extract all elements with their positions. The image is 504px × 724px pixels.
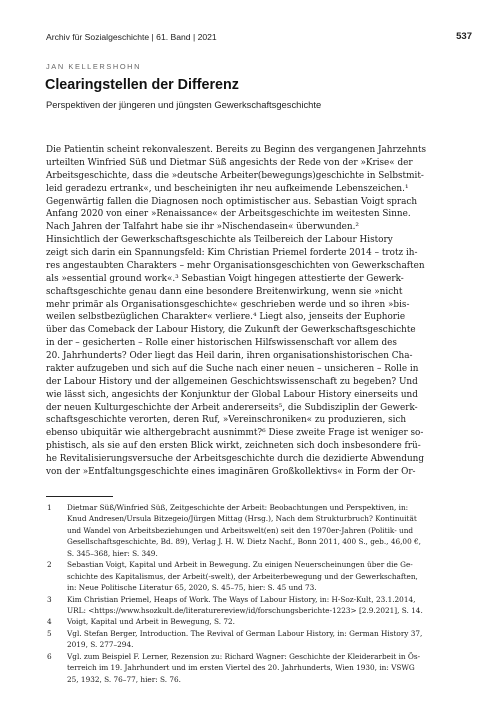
body-line: als »essential ground work«.³ Sebastian Voigt hingegen attestierte der Gewerk- (46, 273, 404, 284)
footnotes (46, 502, 472, 685)
footnote (46, 616, 472, 627)
footnote (46, 559, 472, 593)
body-line: schaftsgeschichte verorten, deren Ruf, »Vereinschroniken« zu produzieren, sich (46, 415, 407, 426)
body-line: der neuen Kulturgeschichte der Arbeit andererseits⁵, die Subdisziplin der Gewerk- (46, 402, 418, 413)
footnote-line: Vgl. zum Beispiel F. Lerner, Rezension zu: Richard Wagner: Geschichte der Kleiderarbeit in Ös- (67, 651, 421, 661)
footnote-line: Kim Christian Priemel, Heaps of Work. The Ways of Labour History, in: H-Soz-Kult, 23.1.2014, (67, 594, 416, 604)
footnote-number: 6 (47, 651, 52, 661)
body-line: ebenso ubiquitär wie althergebracht ausnimmt?⁶ Diese zweite Frage ist weniger so- (46, 428, 424, 439)
article-subtitle: Perspektiven der jüngeren und jüngsten Gewerkschaftsgeschichte (46, 99, 322, 110)
footnote-number: 1 (47, 503, 52, 512)
body-line: Die Patientin scheint rekonvaleszent. Bereits zu Beginn des vergangenen Jahrzehnts (46, 145, 427, 155)
footnote-text (67, 594, 472, 617)
footnote-line: Vgl. Stefan Berger, Introduction. The Revival of German Labour History, in: German History 37, (67, 628, 423, 638)
body-line: rakter aufzugeben und sich auf die Suche nach einer neuen – unsicheren – Rolle in (46, 363, 419, 374)
body-line: res angestaubten Charakters – mehr Organisationsgeschichten von Gewerkschaften (46, 260, 425, 271)
body-line: Nach Jahren der Talfahrt habe sie ihr »Nischendasein« überwunden.² (46, 222, 359, 233)
body-line: Anfang 2020 von einer »Renaissance« der Arbeitsgeschichte im weitesten Sinne. (46, 209, 411, 220)
footnote-text (67, 616, 472, 627)
body-line: Hinsichtlich der Gewerkschaftsgeschichte als Teilbereich der Labour History (46, 235, 393, 246)
running-head: Archiv für Sozialgeschichte | 61. Band | 2021 (46, 32, 217, 42)
body-line: über das Comeback der Labour History, die Zukunft der Gewerkschaftsgeschichte (46, 325, 416, 336)
footnote-text (67, 559, 472, 593)
running-header (46, 29, 472, 45)
body-line: leid geradezu ertrank«, und bescheinigten ihr neu aufkeimende Lebenszeichen.¹ (46, 183, 409, 194)
footnote-line: Voigt, Kapital und Arbeit in Bewegung, S. 72. (67, 617, 235, 627)
footnote-line: terreich im 19. Jahrhundert und im ersten Viertel des 20. Jahrhunderts, Wien 1930, in: VSWG (67, 663, 415, 673)
body-line: in der – gesicherten – Rolle einer historischen Hilfswissenschaft vor allem des (46, 338, 397, 349)
footnote-text (67, 628, 472, 651)
footnote (46, 502, 472, 559)
article-author: JAN KELLERSHOHN (46, 62, 142, 71)
footnote-number: 2 (47, 560, 52, 570)
footnote-line: 25, 1932, S. 76–77, hier: S. 76. (67, 674, 181, 684)
body-line: wie lässt sich, angesichts der Konjunktur der Global Labour History einerseits und (46, 389, 418, 400)
footnote-number: 3 (47, 594, 52, 604)
footnote-line: in: Neue Politische Literatur 65, 2020, S. 45–75, hier: S. 45 und 73. (67, 583, 317, 593)
body-line: weilen selbstbezüglichen Charakter« verliere.⁴ Liegt also, jenseits der Euphorie (46, 312, 406, 323)
body-line: zeigt sich darin ein Spannungsfeld: Kim Christian Priemel forderte 2014 – trotz ih- (46, 248, 418, 258)
footnote-line: S. 345–368, hier: S. 349. (67, 548, 158, 558)
footnote-line: Gesellschaftsgeschichte, Bd. 89), Verlag J. H. W. Dietz Nachf., Bonn 2011, 400 S., geb., 46,00 €, (67, 537, 421, 547)
body-line: von der »Entfaltungsgeschichte eines imaginären Großkollektivs« in Form der Or- (46, 466, 416, 477)
footnote (46, 628, 472, 651)
body-text (46, 144, 472, 479)
body-line: phistisch, als sie auf den ersten Blick wirkt, zeichneten sich doch insbesondere frü- (46, 441, 421, 452)
body-line: Arbeitsgeschichte, dass die »deutsche Arbeiter(bewegungs)geschichte in Selbstmit- (46, 170, 424, 181)
footnote (46, 651, 472, 685)
footnote-number: 5 (47, 628, 52, 638)
footnote-line: Sebastian Voigt, Kapital und Arbeit in Bewegung. Zu einigen Neuerscheinungen über die Ge- (67, 560, 413, 570)
body-line: der Labour History und der allgemeinen Geschichtswissenschaft zu begeben? Und (46, 376, 418, 387)
footnote-text (67, 502, 472, 559)
body-line: urteilten Winfried Süß und Dietmar Süß angesichts der Rede von der »Krise« der (46, 157, 413, 168)
body-line: mehr primär als Organisationsgeschichte« geschrieben werde und so ihren »bis- (46, 299, 410, 310)
body-line: Gegenwärtig fallen die Diagnosen noch optimistischer aus. Sebastian Voigt sprach (46, 196, 418, 207)
footnote-line: 2019, S. 277–294. (67, 640, 134, 650)
footnote-line: und Wandel von Arbeitsbeziehungen und Arbeitswelt(en) seit den 1970er-Jahren (Politik- und (67, 525, 414, 535)
footnote (46, 594, 472, 617)
body-line: schaftsgeschichte genau dann eine besondere Breitenwirkung, wenn sie »nicht (46, 286, 403, 297)
body-line: he Revitalisierungsversuche der Arbeitsgeschichte durch die dezidierte Abwendung (46, 454, 425, 464)
footnote-line: Knud Andresen/Ursula Bitzegeio/Jürgen Mittag (Hrsg.), Nach dem Strukturbruch? Kontinuität (67, 514, 417, 524)
footnote-separator (46, 496, 113, 497)
footnote-line: schichte des Kapitalismus, der Arbeit(-swelt), der Arbeiterbewegung und der Gewerkschaften, (67, 571, 418, 581)
footnote-number: 4 (47, 617, 52, 627)
footnote-text (67, 651, 472, 685)
footnote-line: URL: <https://www.hsozkult.de/literaturereview/id/forschungsberichte-1223> [2.9.2021], S. 14. (67, 605, 423, 615)
body-line: 20. Jahrhunderts? Oder liegt das Heil darin, ihren organisationshistorischen Cha- (46, 351, 413, 361)
page-number: 537 (456, 31, 472, 42)
article-title: Clearingstellen der Differenz (45, 77, 239, 93)
footnote-line: Dietmar Süß/Winfried Süß, Zeitgeschichte der Arbeit: Beobachtungen und Perspektiven, in: (67, 503, 409, 512)
